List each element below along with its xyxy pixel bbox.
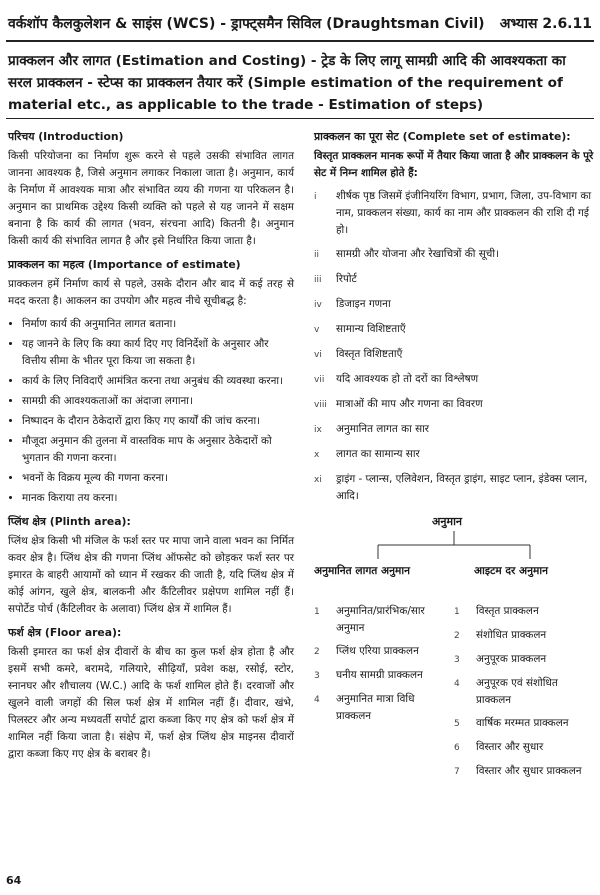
list-item: • मौजूदा अनुमान की तुलना में वास्तविक माप के अनुसार ठेकेदारों को भुगतान की गणना करना। <box>22 433 294 467</box>
tree-root-label: अनुमान <box>432 515 463 528</box>
item-number: 3 <box>454 655 460 665</box>
item-number: 2 <box>454 631 460 641</box>
tree-left-list <box>314 603 438 731</box>
item-text: विस्तार और सुधार <box>476 741 544 753</box>
item-number: 2 <box>314 647 320 657</box>
list-item <box>314 271 594 289</box>
item-number: 1 <box>314 607 320 617</box>
importance-heading: प्राक्कलन का महत्व (Importance of estimate) <box>8 258 241 271</box>
intro-heading: परिचय (Introduction) <box>8 130 124 143</box>
list-item <box>314 296 594 314</box>
item-number: ix <box>314 425 322 435</box>
list-item: • मानक किराया तय करना। <box>22 490 294 507</box>
item-text: लागत का सामान्य सार <box>336 448 420 460</box>
list-item: • यह जानने के लिए कि क्या कार्य दिए गए विनिर्देशों के अनुसार और वित्तीय सीमा के भीतर पूरा किया जा सकता है। <box>22 336 294 370</box>
list-item <box>454 603 594 621</box>
list-item <box>454 675 594 709</box>
item-text: सामान्य विशिष्टताएँ <box>336 323 406 335</box>
estimate-tree-diagram <box>314 513 594 777</box>
item-number: vii <box>314 375 325 385</box>
right-column <box>314 124 594 777</box>
item-text: अनुमानित लागत का सार <box>336 423 430 435</box>
set-heading: प्राक्कलन का पूरा सेट (Complete set of estimate): <box>314 130 571 143</box>
list-item <box>314 667 438 685</box>
list-item <box>314 446 594 464</box>
item-text: संशोधित प्राक्कलन <box>476 629 547 641</box>
list-item <box>454 627 594 645</box>
left-column <box>8 124 294 769</box>
item-number: x <box>314 450 320 460</box>
item-number: 4 <box>314 695 320 705</box>
set-intro: विस्तृत प्राक्कलन मानक रूपों में तैयार किया जाता है और प्राक्कलन के पूरे सेट में निम्न शामिल होते हैं: <box>314 150 594 179</box>
item-text: विस्तृत विशिष्टताएँ <box>336 348 403 360</box>
list-item <box>454 763 594 781</box>
page-title: प्राक्कलन और लागत (Estimation and Costing) - ट्रेड के लिए लागू सामग्री आदि की आवश्यकता का सरल प्राक्कलन - स्टेप्स का प्राक्कलन तैयार करें (Simple estimation of the requirement of material etc., as applicable to the trade - Estimation of steps) <box>8 53 566 113</box>
item-text: प्लिंथ एरिया प्राक्कलन <box>336 645 419 657</box>
item-text: अनुमानित/प्रारंभिक/सार अनुमान <box>336 605 425 634</box>
list-item <box>314 471 594 505</box>
item-text: विस्तृत प्राक्कलन <box>476 605 539 617</box>
tree-right-title: आइटम दर अनुमान <box>474 565 548 577</box>
item-number: 6 <box>454 743 460 753</box>
tree-right-list <box>454 603 594 787</box>
item-number: iv <box>314 300 322 310</box>
list-item <box>314 371 594 389</box>
item-text: सामग्री और योजना और रेखाचित्रों की सूची। <box>336 248 500 260</box>
floor-text: किसी इमारत का फर्श क्षेत्र दीवारों के बीच का कुल फर्श क्षेत्र होता है और इसमें सभी कमरे, बरामदे, गलियारे, सीढ़ियाँ, प्रवेश कक्ष, रसोई, स्टोर, स्नानघर और शौचालय (W.C.) आदि के फर्श शामिल होते हैं। दरवाजों और खुलने वाली जगहों की सिल फर्श क्षेत्र में शामिल नहीं हैं। दीवार, खंभे, पिलस्टर और अन्य मध्यवर्ती सपोर्ट द्वारा कब्जा किए गए क्षेत्र को फर्श क्षेत्र में शामिल नहीं किया जाता है। संक्षेप में, फर्श क्षेत्र प्लिंथ क्षेत्र माइनस दीवारों द्वारा कब्जा किए गए क्षेत्र के बराबर है। <box>8 646 294 760</box>
intro-text: किसी परियोजना का निर्माण शुरू करने से पहले उसकी संभावित लागत जानना आवश्यक है, जिसे अनुमान लगाकर निकाला जाता है। अनुमान, कार्य के निर्माण में आवश्यक मात्रा और संभावित व्यय की गणना या परिकलन है। अनुमान का प्राथमिक उद्देश्य किसी व्यक्ति को पहले से यह जानने में सक्षम बनाना है कि कार्य की लागत (भवन, संरचना आदि) कितनी है। अनुमान किसी कार्य की संभावित लागत है और इसे निर्धारित किया जाता है। <box>8 150 294 247</box>
item-text: अनुपूरक एवं संशोधित प्राक्कलन <box>476 677 558 706</box>
importance-text: प्राक्कलन हमें निर्माण कार्य से पहले, उसके दौरान और बाद में कई तरह से मदद करता है। आकलन का उपयोग और महत्व नीचे सूचीबद्ध है: <box>8 278 294 307</box>
page-header <box>6 8 594 42</box>
item-number: 5 <box>454 719 460 729</box>
list-item: • निर्माण कार्य की अनुमानित लागत बताना। <box>22 316 294 333</box>
list-item <box>314 603 438 637</box>
item-number: 4 <box>454 679 460 689</box>
item-text: अनुमानित मात्रा विधि प्राक्कलन <box>336 693 415 722</box>
list-item <box>314 321 594 339</box>
set-list <box>314 188 594 505</box>
list-item <box>454 651 594 669</box>
tree-left-title: अनुमानित लागत अनुमान <box>314 565 410 577</box>
item-number: xi <box>314 475 322 485</box>
list-item: • सामग्री की आवश्यकताओं का अंदाजा लगाना। <box>22 393 294 410</box>
title-divider <box>6 118 594 119</box>
plinth-text: प्लिंथ क्षेत्र किसी भी मंजिल के फर्श स्तर पर मापा जाने वाला भवन का निर्मित कवर क्षेत्र है। प्लिंथ क्षेत्र की गणना प्लिंथ ऑफसेट को छोड़कर फर्श स्तर पर इमारत के बाहरी आयामों को ध्यान में रखकर की जाती है, यदि प्लिंथ क्षेत्र में कोई आंगन, खुले क्षेत्र, बालकनी और कैंटिलीवर प्रक्षेपण शामिल नहीं हैं। सपोर्टेड पोर्च (कैंटिलीवर के अलावा) प्लिंथ क्षेत्र में शामिल हैं। <box>8 535 294 615</box>
list-item <box>314 691 438 725</box>
item-text: शीर्षक पृष्ठ जिसमें इंजीनियरिंग विभाग, प्रभाग, जिला, उप-विभाग का नाम, प्राक्कलन संख्या, कार्य का नाम और प्राक्कलन की राशि दी गई हो। <box>336 190 592 236</box>
list-item: • निष्पादन के दौरान ठेकेदारों द्वारा किए गए कार्यों की जांच करना। <box>22 413 294 430</box>
list-item <box>454 739 594 757</box>
floor-heading: फर्श क्षेत्र (Floor area): <box>8 626 122 639</box>
item-text: यदि आवश्यक हो तो दरों का विश्लेषण <box>336 373 479 385</box>
item-number: i <box>314 192 317 202</box>
item-text: अनुपूरक प्राक्कलन <box>476 653 547 665</box>
list-item <box>314 643 438 661</box>
list-item <box>314 421 594 439</box>
item-number: ii <box>314 250 320 260</box>
item-number: viii <box>314 400 327 410</box>
item-text: ड्राइंग - प्लान्स, एलिवेशन, विस्तृत ड्राइंग, साइट प्लान, इंडेक्स प्लान, आदि। <box>336 473 588 502</box>
item-number: 3 <box>314 671 320 681</box>
item-number: 7 <box>454 767 460 777</box>
item-number: iii <box>314 275 322 285</box>
list-item: • कार्य के लिए निविदाएँ आमंत्रित करना तथा अनुबंध की व्यवस्था करना। <box>22 373 294 390</box>
item-number: 1 <box>454 607 460 617</box>
item-number: vi <box>314 350 322 360</box>
item-text: डिजाइन गणना <box>336 298 391 310</box>
item-number: v <box>314 325 320 335</box>
importance-list <box>8 316 294 507</box>
item-text: मात्राओं की माप और गणना का विवरण <box>336 398 483 410</box>
item-text: रिपोर्ट <box>336 273 357 285</box>
list-item <box>314 346 594 364</box>
list-item <box>314 246 594 264</box>
exercise-number: अभ्यास 2.6.11 <box>499 16 592 32</box>
list-item <box>314 396 594 414</box>
list-item <box>314 188 594 239</box>
item-text: घनीय सामग्री प्राक्कलन <box>336 669 423 681</box>
item-text: वार्षिक मरम्मत प्राक्कलन <box>476 717 569 729</box>
header-title: वर्कशॉप कैलकुलेशन & साइंस (WCS) - ड्राफ्ट्समैन सिविल (Draughtsman Civil) <box>8 16 485 32</box>
page-number: 64 <box>6 874 22 887</box>
item-text: विस्तार और सुधार प्राक्कलन <box>476 765 582 777</box>
list-item <box>454 715 594 733</box>
plinth-heading: प्लिंथ क्षेत्र (Plinth area): <box>8 515 131 528</box>
list-item: • भवनों के विक्रय मूल्य की गणना करना। <box>22 470 294 487</box>
